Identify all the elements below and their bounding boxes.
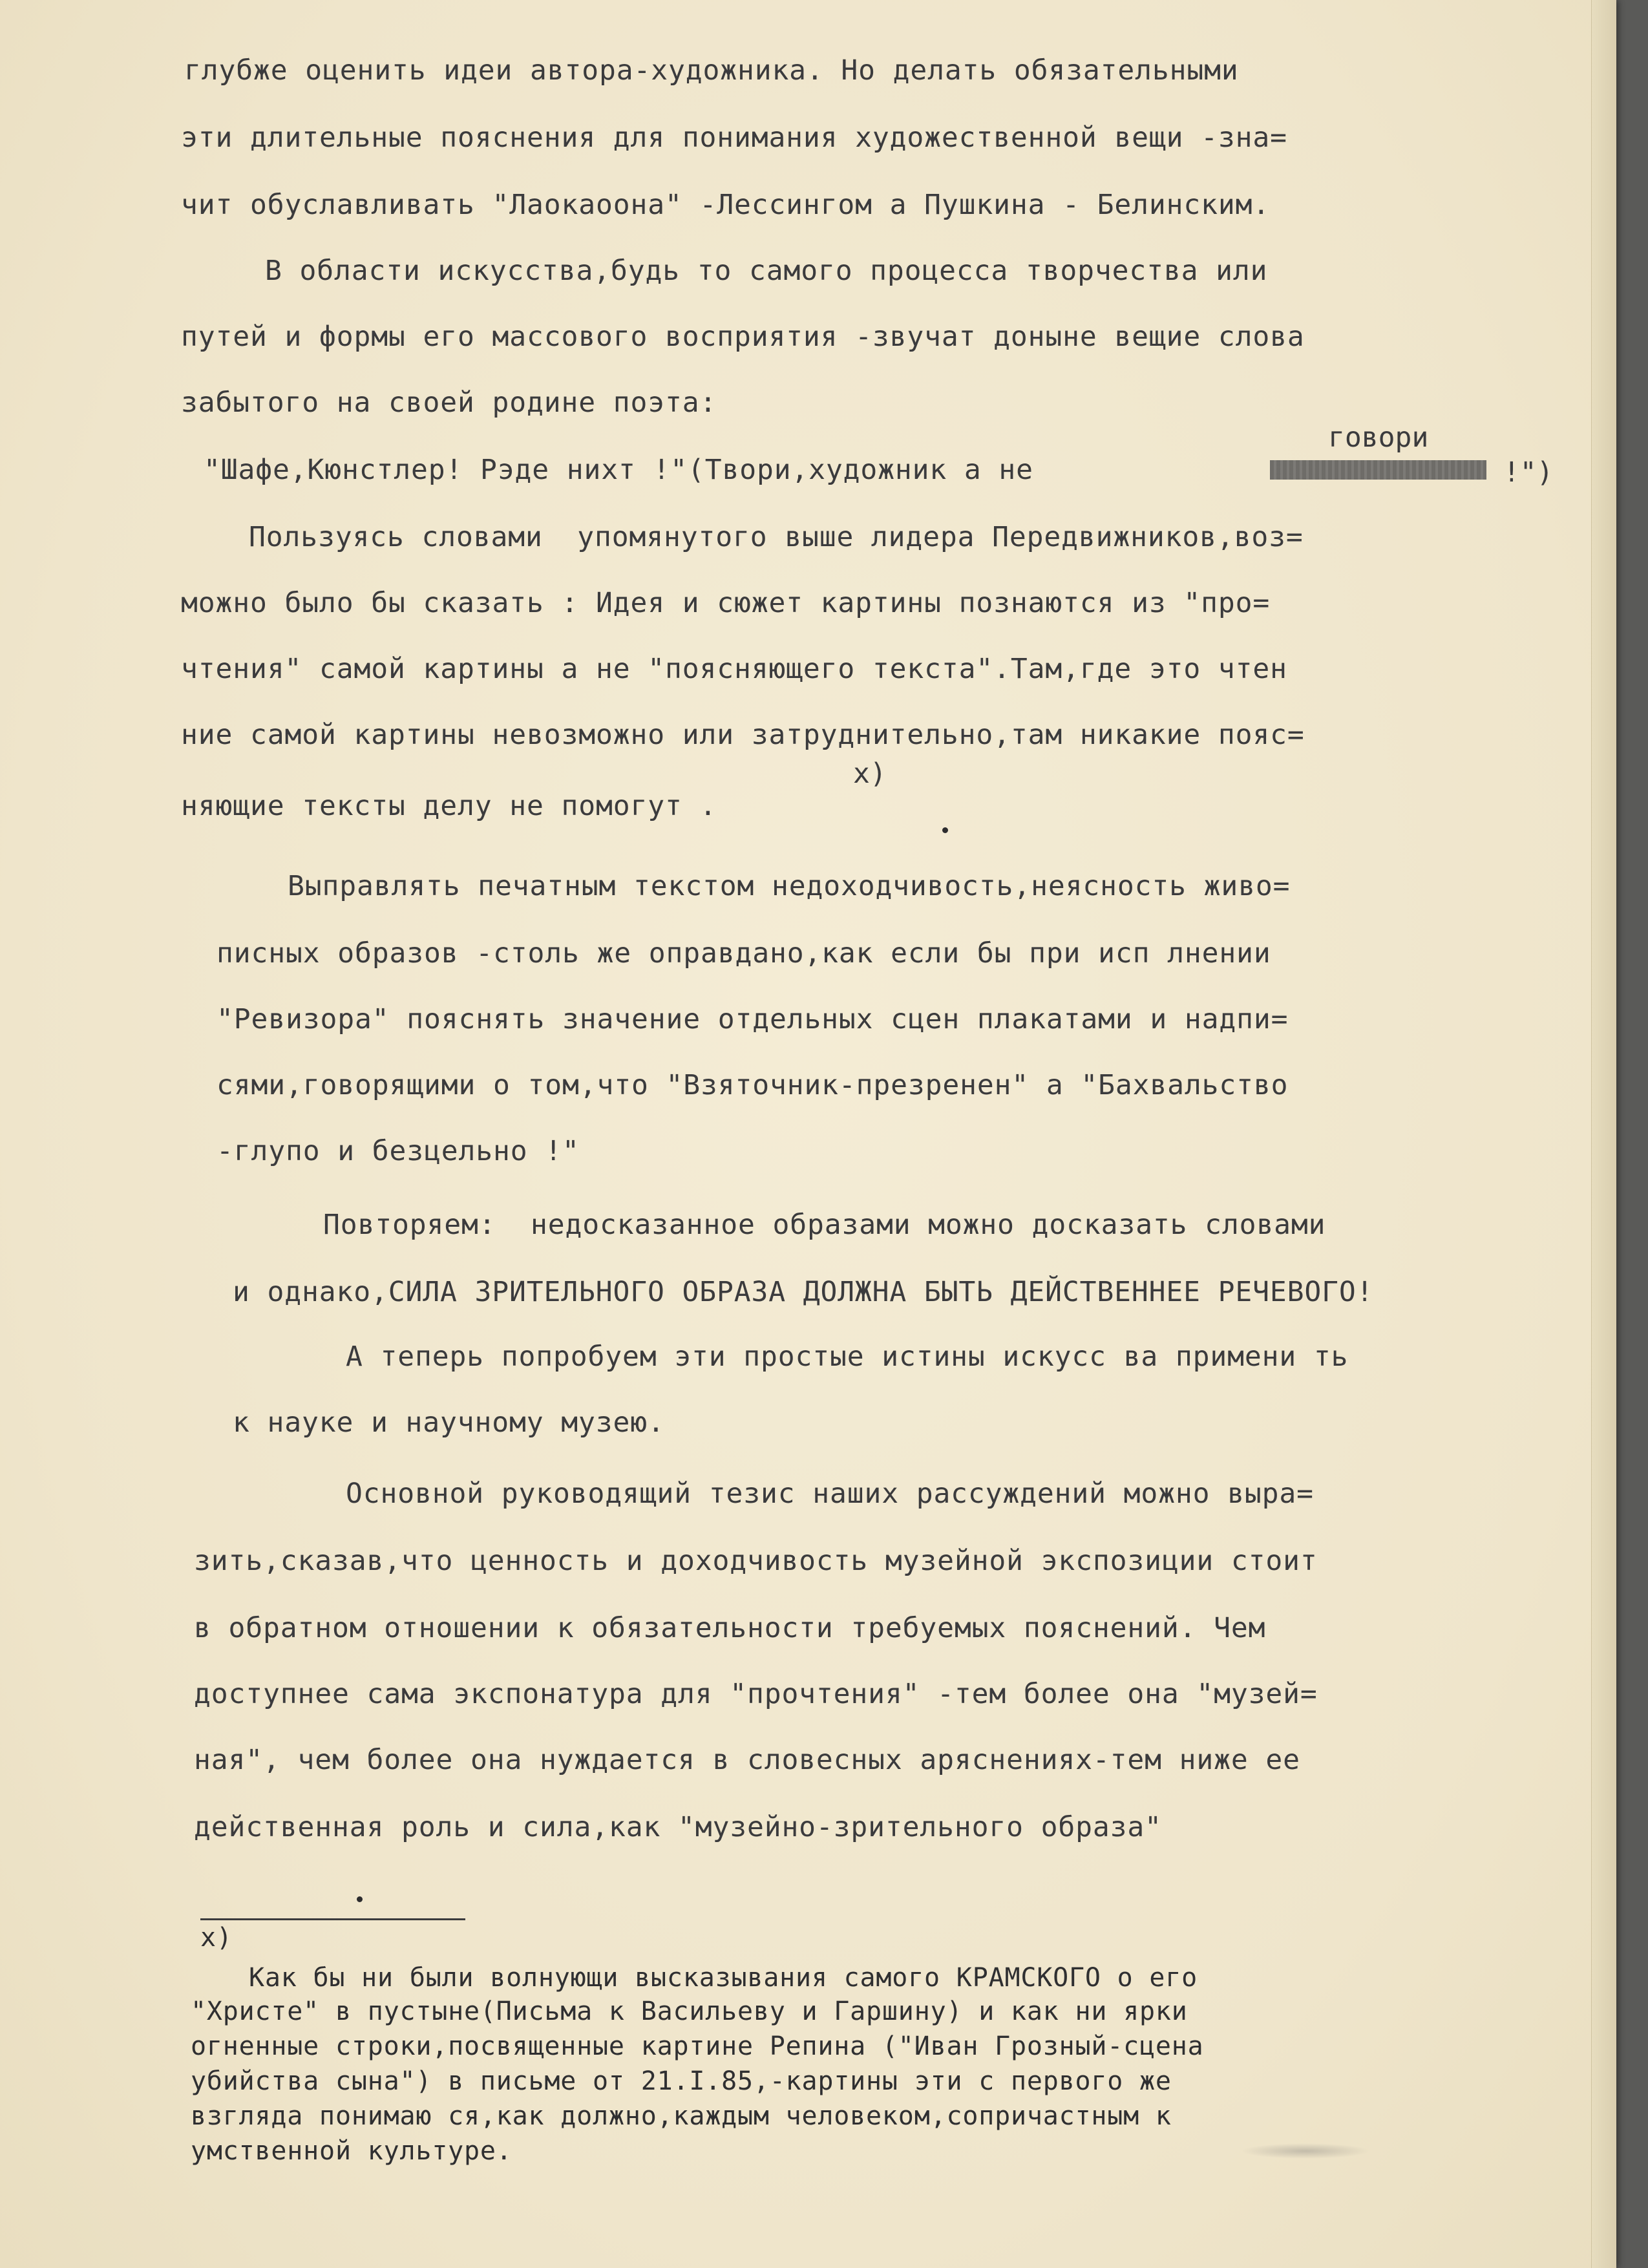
footnote-line: взгляда понимаю ся,как должно,каждым человеком,сопричастным к: [191, 2101, 1172, 2131]
footnote-line: убийства сына") в письме от 21.I.85,-картины эти с первого же: [191, 2066, 1172, 2096]
footnote-separator: [200, 1918, 465, 1920]
text-line: "Ревизора" пояснять значение отдельных сцен плакатами и надпи=: [217, 1003, 1289, 1035]
text-line: путей и формы его массового восприятия -звучат доныне вещие слова: [181, 321, 1305, 353]
text-line: А теперь попробуем эти простые истины искусс ва примени ть: [346, 1341, 1349, 1373]
ink-smudge: [1241, 2143, 1370, 2159]
text-line: к науке и научному музею.: [233, 1406, 665, 1439]
text-line: Повторяем: недосказанное образами можно досказать словами: [323, 1209, 1326, 1241]
text-line: Пользуясь словами упомянутого выше лидера Передвижников,воз=: [249, 521, 1304, 553]
quote-line: "Шафе,Кюнстлер! Рэде нихт !"(Твори,художник а не: [204, 454, 1033, 486]
text-line: доступнее сама экспонатура для "прочтения" -тем более она "музей=: [194, 1678, 1318, 1710]
text-line: чит обуславливать "Лаокаоона" -Лессингом а Пушкина - Белинским.: [181, 189, 1271, 221]
text-line: чтения" самой картины а не "поясняющего текста".Там,где это чтен: [181, 653, 1287, 685]
inserted-word: говори: [1328, 421, 1429, 454]
text-line: действенная роль и сила,как "музейно-зрительного образа": [194, 1811, 1162, 1843]
text-line: глубже оценить идеи автора-художника. Но делать обязательными: [184, 54, 1239, 87]
footnote-line: Как бы ни были волнующи высказывания самого КРАМСКОГО о его: [249, 1963, 1198, 1993]
footnote-line: умственной культуре.: [191, 2136, 512, 2166]
text-line: в обратном отношении к обязательности требуемых пояснений. Чем: [194, 1612, 1266, 1644]
footnote-line: "Христе" в пустыне(Письма к Васильеву и Гаршину) и как ни ярки: [191, 1997, 1188, 2026]
text-line: ная", чем более она нуждается в словесных аряснениях-тем ниже ее: [194, 1744, 1300, 1776]
text-line: и однако,СИЛА ЗРИТЕЛЬНОГО ОБРАЗА ДОЛЖНА БЫТЬ ДЕЙСТВЕННЕЕ РЕЧЕВОГО!: [233, 1276, 1374, 1308]
text-line: можно было бы сказать : Идея и сюжет картины познаются из "про=: [181, 587, 1271, 619]
strikethrough-word: [1270, 460, 1486, 480]
text-line: писных образов -столь же оправдано,как если бы при исп лнении: [217, 937, 1271, 970]
text-line: В области искусства,будь то самого процесса творчества или: [265, 255, 1268, 287]
text-line: Основной руководящий тезис наших рассуждений можно выра=: [346, 1478, 1314, 1510]
text-line: зить,сказав,что ценность и доходчивость музейной экспозиции стоит: [194, 1545, 1318, 1577]
text-line: -глупо и безцельно !": [217, 1135, 580, 1167]
text-line: Выправлять печатным текстом недоходчивость,неясность живо=: [288, 870, 1291, 902]
text-line: эти длительные пояснения для понимания художественной вещи -зна=: [181, 122, 1287, 154]
text-line: ние самой картины невозможно или затруднительно,там никакие пояс=: [181, 719, 1305, 751]
text-line: забытого на своей родине поэта:: [181, 387, 717, 419]
ink-dot: [357, 1896, 363, 1902]
ink-dot: [942, 827, 948, 833]
text-line: сями,говорящими о том,что "Взяточник-презренен" а "Бахвальство: [217, 1069, 1289, 1101]
footnote-marker: х): [200, 1923, 233, 1953]
quote-closing: !"): [1486, 456, 1554, 489]
text-line: няющие тексты делу не помогут .: [181, 790, 717, 822]
footnote-reference: х): [853, 758, 887, 790]
page-edge: [1591, 0, 1616, 2268]
footnote-line: огненные строки,посвященные картине Репина ("Иван Грозный-сцена: [191, 2031, 1204, 2061]
